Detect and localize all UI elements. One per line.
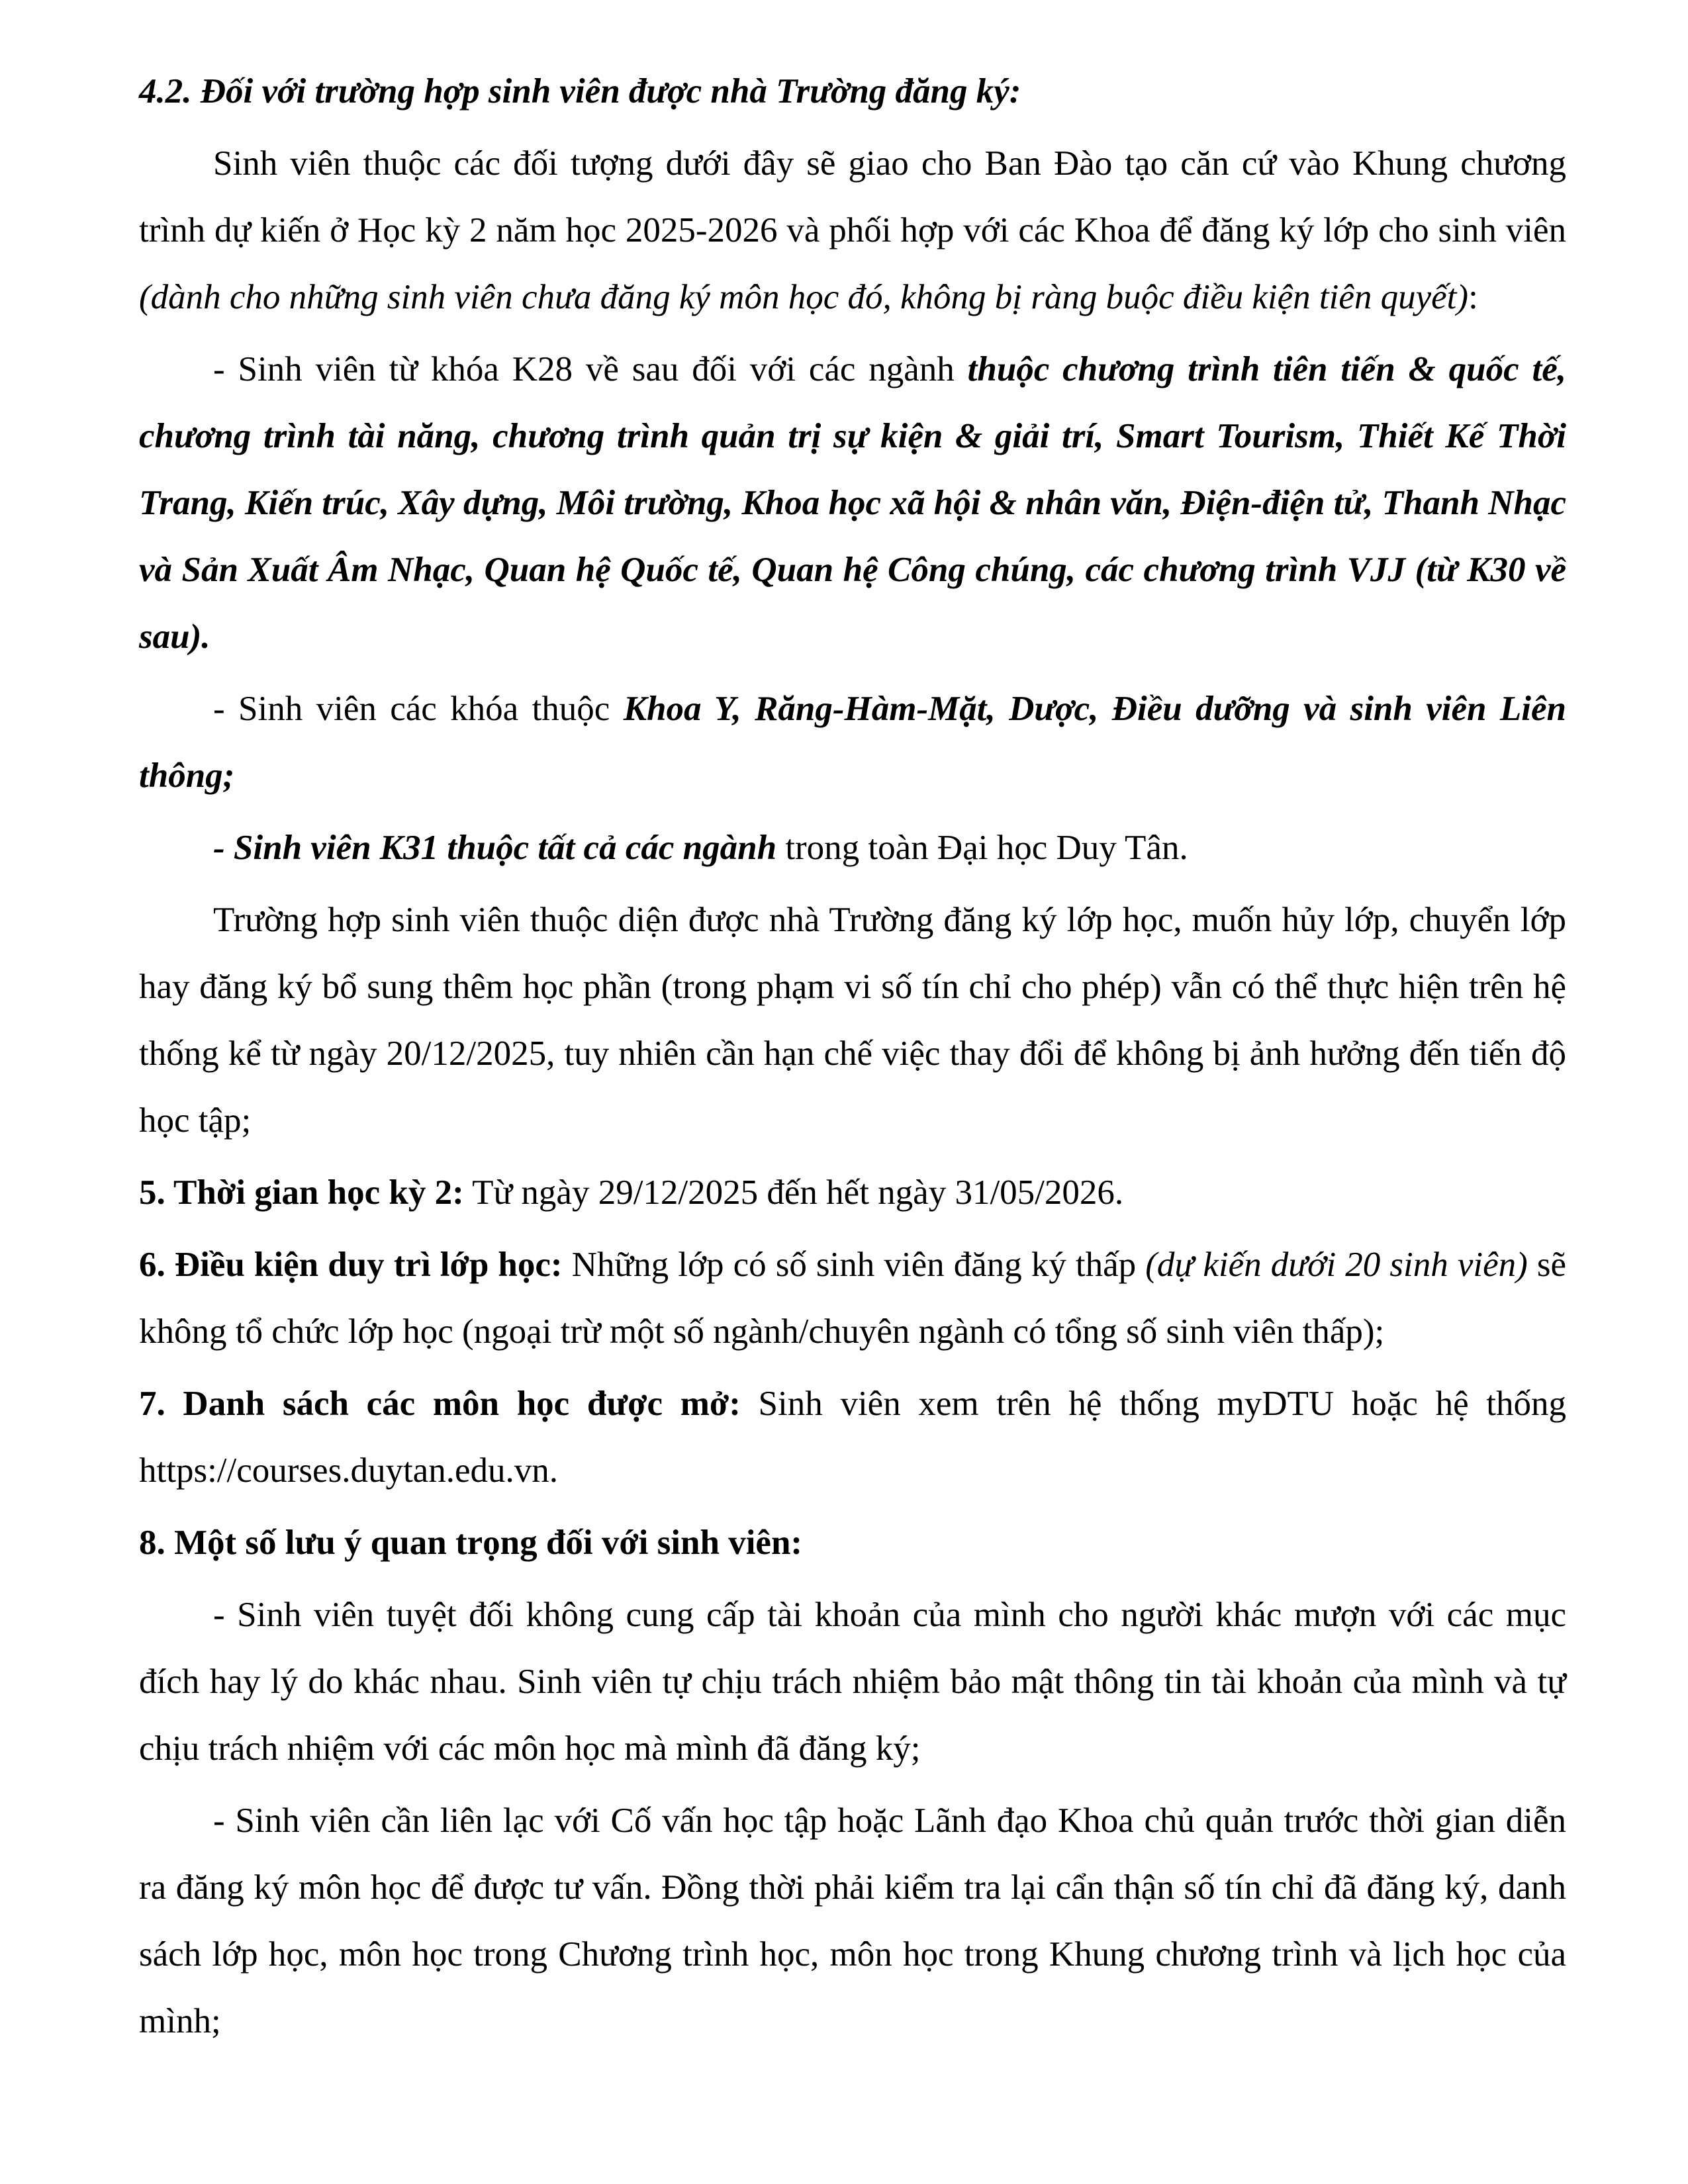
text-run: thuộc chương trình tiên tiến & quốc tế, chương trình tài năng, chương trình quản trị sự kiện & giải trí, Smart Tourism, Thiết Kế Thời Trang, Kiến trúc, Xây dựng, Môi trường, Khoa học xã hội & nhân văn, Điện-điện tử, Thanh Nhạc và Sản Xuất Âm Nhạc, Quan hệ Quốc tế, Quan hệ Công chúng, các chương trình VJJ (từ K30 về sau). — [139, 350, 1566, 656]
text-run: 7. Danh sách các môn học được mở: — [139, 1385, 741, 1423]
text-run: 8. Một số lưu ý quan trọng đối với sinh viên: — [139, 1524, 803, 1562]
bullet-k28-programs — [139, 336, 1566, 670]
text-run: (dành cho những sinh viên chưa đăng ký môn học đó, không bị ràng buộc điều kiện tiên quyết) — [139, 278, 1469, 316]
section-5-semester-time — [139, 1160, 1566, 1226]
para-change-class-policy — [139, 887, 1566, 1154]
text-run: Sinh viên thuộc các đối tượng dưới đây sẽ giao cho Ban Đào tạo căn cứ vào Khung chương trình dự kiến ở Học kỳ 2 năm học 2025-2026 và phối hợp với các Khoa để đăng ký lớp cho sinh viên — [139, 144, 1566, 250]
text-run: (dự kiến dưới 20 sinh viên) — [1145, 1246, 1528, 1284]
text-run: : — [1468, 278, 1478, 316]
text-run: - Sinh viên các khóa thuộc — [213, 690, 624, 728]
text-run: Sinh viên xem trên hệ thống myDTU hoặc hệ thống — [740, 1385, 1567, 1423]
section-8-notes-heading — [139, 1510, 1566, 1576]
text-run: 6. Điều kiện duy trì lớp học: — [139, 1246, 563, 1284]
bullet-k31-all-majors — [139, 815, 1566, 882]
text-run: trong toàn Đại học Duy Tân. — [776, 829, 1188, 867]
course-url: https://courses.duytan.edu.vn. — [139, 1451, 558, 1490]
bullet-account-security — [139, 1582, 1566, 1782]
bullet-contact-advisor — [139, 1788, 1566, 2055]
text-run: Từ ngày 29/12/2025 đến hết ngày 31/05/2026. — [463, 1173, 1124, 1212]
text-run: 4.2. Đối với trường hợp sinh viên được nhà Trường đăng ký: — [139, 72, 1021, 111]
text-run: - Sinh viên K31 thuộc tất cả các ngành — [213, 829, 777, 867]
text-run: - Sinh viên cần liên lạc với Cố vấn học tập hoặc Lãnh đạo Khoa chủ quản trước thời gian diễn ra đăng ký môn học để được tư vấn. Đồng thời phải kiểm tra lại cẩn thận số tín chỉ đã đăng ký, danh sách lớp học, môn học trong Chương trình học, môn học trong Khung chương trình và lịch học của mình; — [139, 1801, 1566, 2040]
text-run: 5. Thời gian học kỳ 2: — [139, 1173, 464, 1212]
section-4-2-heading — [139, 58, 1566, 125]
document-body — [139, 58, 1566, 2055]
text-run: Trường hợp sinh viên thuộc diện được nhà Trường đăng ký lớp học, muốn hủy lớp, chuyển lớp hay đăng ký bổ sung thêm học phần (trong phạm vi số tín chỉ cho phép) vẫn có thể thực hiện trên hệ thống kể từ ngày 20/12/2025, tuy nhiên cần hạn chế việc thay đổi để không bị ảnh hưởng đến tiến độ học tập; — [139, 901, 1566, 1140]
para-registration-intro — [139, 130, 1566, 331]
section-6-class-maintenance — [139, 1232, 1566, 1365]
text-run: - Sinh viên từ khóa K28 về sau đối với các ngành — [213, 350, 968, 388]
text-run: Những lớp có số sinh viên đăng ký thấp — [562, 1246, 1146, 1284]
text-run: sẽ không tổ chức lớp học (ngoại trừ một số ngành/chuyên ngành có tổng số sinh viên thấp); — [139, 1246, 1566, 1351]
section-7-course-list — [139, 1371, 1566, 1504]
text-run: - Sinh viên tuyệt đối không cung cấp tài khoản của mình cho người khác mượn với các mục đích hay lý do khác nhau. Sinh viên tự chịu trách nhiệm bảo mật thông tin tài khoản của mình và tự chịu trách nhiệm với các môn học mà mình đã đăng ký; — [139, 1596, 1566, 1768]
text-run: Khoa Y, Răng-Hàm-Mặt, Dược, Điều dưỡng và sinh viên Liên thông; — [139, 690, 1566, 795]
bullet-health-faculties — [139, 676, 1566, 809]
